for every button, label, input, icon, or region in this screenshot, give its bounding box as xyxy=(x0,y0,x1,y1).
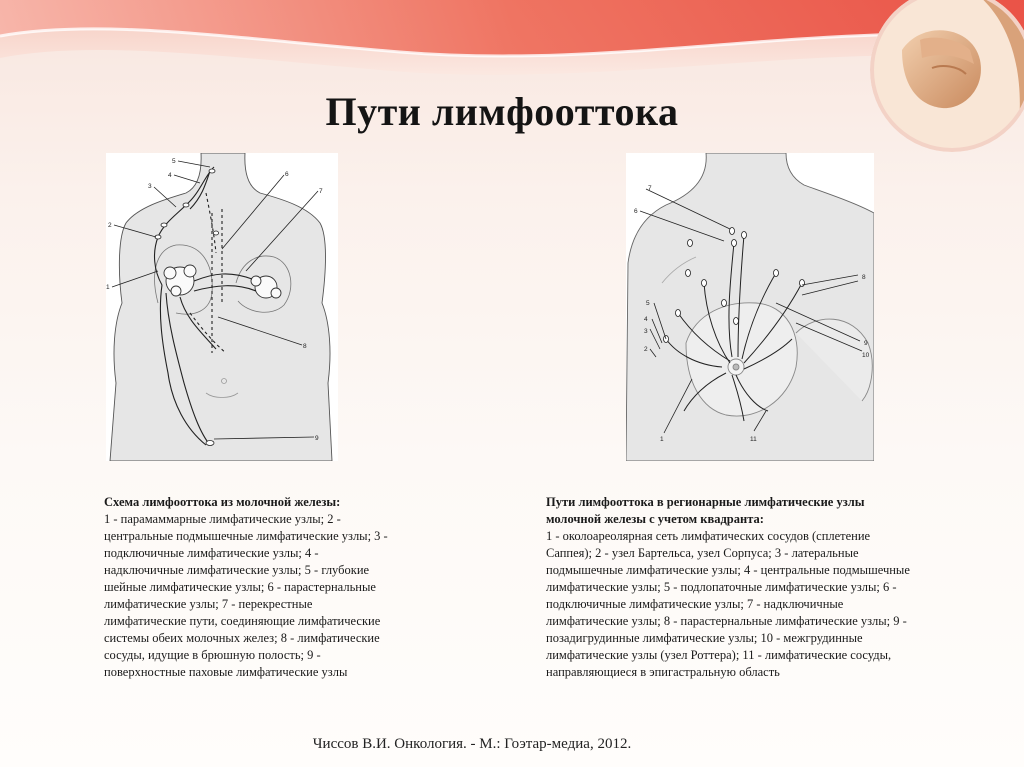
right-figure-label-9: 9 xyxy=(864,340,868,347)
caption-right xyxy=(546,494,918,681)
right-figure-label-3: 3 xyxy=(644,328,648,335)
right-figure-label-7: 7 xyxy=(648,185,652,192)
lymph-flow-diagram-left xyxy=(106,153,338,461)
lymph-flow-diagram-right xyxy=(626,153,874,461)
caption-right-text: 1 - околоареолярная сеть лимфатических сосудов (сплетение Саппея); 2 - узел Бартельса, узел Сорпуса; 3 - латеральные подмышечные лимфатические узлы; 4 - центральные подмышечные лимфатические узлы; 5 - подлопаточные лимфатические узлы; 6 - подключичные лимфатические узлы; 7 - надключичные лимфатические узлы; 8 - парастернальные лимфатические узлы; 9 - позадигрудинные лимфатические узлы; 10 - межгрудинные лимфатические узлы (узел Роттера); 11 - лимфатические сосуды, направляющиеся в эпигастральную область xyxy=(546,529,910,679)
right-figure-label-6: 6 xyxy=(634,208,638,215)
right-figure-label-10: 10 xyxy=(862,352,870,359)
left-figure-label-5: 5 xyxy=(172,158,176,165)
caption-left xyxy=(104,494,394,681)
left-figure-label-1: 1 xyxy=(106,284,110,291)
left-figure-label-2: 2 xyxy=(108,222,112,229)
right-figure-label-4: 4 xyxy=(644,316,648,323)
caption-left-text: 1 - парамаммарные лимфатические узлы; 2 - центральные подмышечные лимфатические узлы; 3 - подключичные лимфатические узлы; 4 - надключичные лимфатические узлы; 5 - глубокие шейные лимфатические узлы; 6 - парастернальные лимфатические узлы; 7 - перекрестные лимфатические пути, соединяющие лимфатические системы обеих молочных желез; 8 - лимфатические сосуды, идущие в брюшную полость; 9 - поверхностные паховые лимфатические узлы xyxy=(104,512,388,679)
right-figure-label-1: 1 xyxy=(660,436,664,443)
corner-photo-image xyxy=(862,0,1024,160)
right-figure-label-5: 5 xyxy=(646,300,650,307)
left-figure-label-8: 8 xyxy=(303,343,307,350)
left-figure-label-4: 4 xyxy=(168,172,172,179)
left-figure-label-9: 9 xyxy=(315,435,319,442)
left-figure-label-3: 3 xyxy=(148,183,152,190)
caption-left-title: Схема лимфооттока из молочной железы: xyxy=(104,495,341,509)
slide-title: Пути лимфооттока xyxy=(325,89,679,134)
footer-citation: Чиссов В.И. Онкология. - М.: Гоэтар-медиа, 2012. xyxy=(312,736,632,752)
right-figure-label-2: 2 xyxy=(644,346,648,353)
left-figure-label-7: 7 xyxy=(319,188,323,195)
right-figure-label-8: 8 xyxy=(862,274,866,281)
left-figure-label-6: 6 xyxy=(285,171,289,178)
right-figure-label-11: 11 xyxy=(750,436,757,443)
caption-right-title: Пути лимфооттока в регионарные лимфатические узлы молочной железы с учетом квадранта: xyxy=(546,495,865,526)
